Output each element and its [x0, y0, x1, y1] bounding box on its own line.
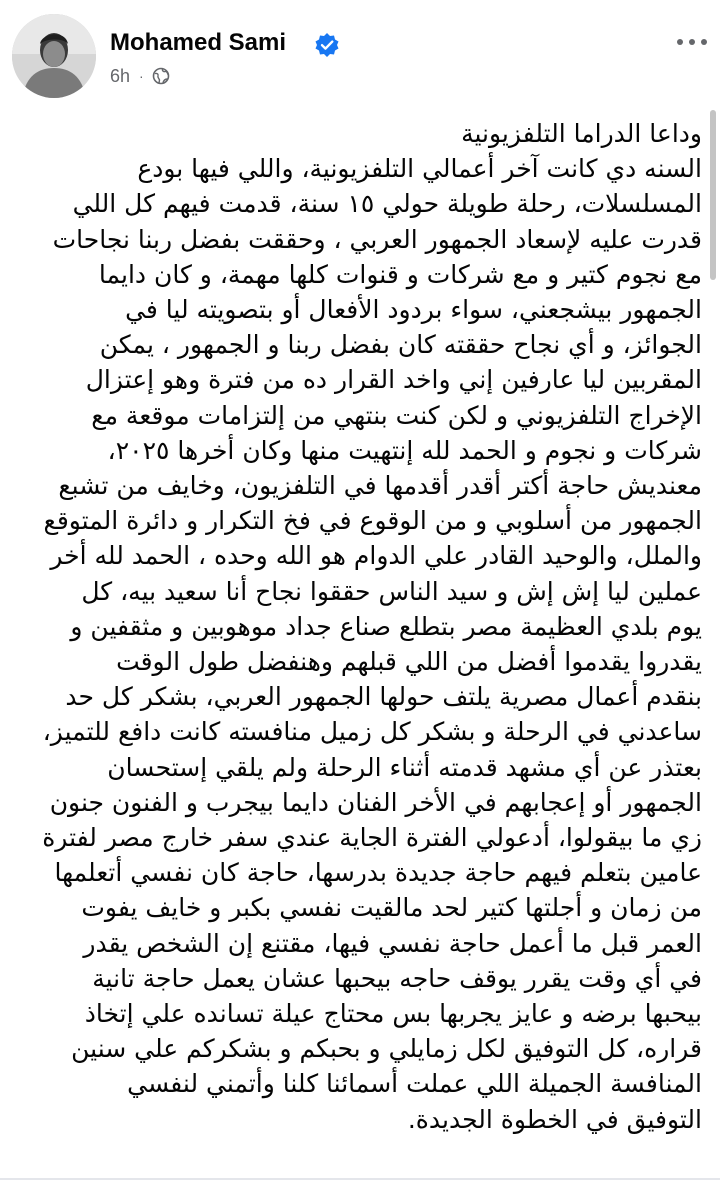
post-text-line: زي ما بيقولوا، أدعولي الفترة الجاية عندي سفر خارج مصر لفترة — [42, 823, 702, 853]
post-text-line: شركات و نجوم و الحمد لله إنتهيت منها وكان أخرها ٢٠٢٥، — [107, 435, 702, 465]
post-text-line: السنه دي كانت آخر أعمالي التلفزيونية، واللي فيها بودع — [137, 154, 702, 184]
post-text-line: الجمهور من أسلوبي و من الوقوع في فخ التكرار و دائرة المتوقع — [43, 506, 702, 536]
scrollbar-thumb[interactable] — [710, 110, 716, 280]
post-text-line: مع نجوم كتير و مع شركات و قنوات كلها مهمة، و كان دايما — [98, 259, 702, 289]
post-text-line: يقدروا يقدموا أفضل من اللي قبلهم وهنفضل طول الوقت — [116, 647, 702, 677]
author-name[interactable]: Mohamed Sami — [110, 29, 287, 56]
next-post-peek — [0, 1178, 720, 1190]
post-text-line: عملين ليا إش إش و سيد الناس حققوا نجاح أنا سعيد بيه، كل — [81, 576, 702, 606]
post-text — [12, 116, 702, 1137]
post-text-line: التوفيق في الخطوة الجديدة. — [407, 1104, 702, 1134]
post-text-line: المنافسة الجميلة اللي عملت أسمائنا كلنا وأتمني لنفسي — [127, 1069, 702, 1099]
meta-separator: · — [139, 68, 144, 84]
post-text-line: الجمهور بيشجعني، سواء بردود الأفعال أو بتصويته ليا في — [125, 295, 702, 325]
post-text-line: بيحبها برضه و عايز يجربها بس محتاج عيلة تسانده علي إتخاذ — [84, 999, 702, 1029]
divider — [0, 1178, 720, 1180]
post-text-line: معنديش حاجة أكتر أقدر أقدمها في التلفزيون، وخايف من تشبع — [58, 471, 702, 501]
post-text-line: ساعدني في الرحلة و بشكر كل زميل منافسته كانت دافع للتميز، — [42, 717, 702, 747]
post-text-line: وداعا الدراما التلفزيونية — [461, 119, 702, 148]
post-text-line: من زمان و أجلتها كتير لحد مالقيت نفسي بكبر و خايف يفوت — [81, 893, 702, 923]
post-text-line: يوم بلدي العظيمة مصر بتطلع صناع جداد موهوبين و مثقفين و — [70, 611, 702, 641]
post-text-line: الإخراج التلفزيوني و لكن كنت بنتهي من إلتزامات موقعة مع — [91, 400, 702, 430]
post-text-line: قدرت عليه لإسعاد الجمهور العربي ، وحققت بفضل ربنا نجاحات — [52, 224, 702, 254]
timestamp[interactable]: 6h — [110, 65, 131, 86]
post-text-line: المقربين ليا عارفين إني واخد القرار ده من فترة وهو إعتزال — [85, 365, 702, 395]
more-options-button[interactable] — [672, 30, 712, 54]
post-text-line: العمر قبل ما أعمل حاجة نفسي فيها، مقتنع إن الشخص يقدر — [83, 928, 702, 958]
post-text-line: بنقدم أعمال مصرية يلتف حولها الجمهور العربي، بشكر كل حد — [65, 682, 702, 712]
post-header — [0, 0, 720, 110]
post-text-line: الجمهور أو إعجابهم في الأخر الفنان دايما بيجرب و الفنون جنون — [49, 787, 702, 817]
post-text-line: في أي وقت يقرر يوقف حاجه بيحبها عشان يعمل حاجة تانية — [92, 963, 702, 993]
post-text-line: الجوائز، و أي نجاح حققته كان بفضل ربنا و الجمهور ، يمكن — [99, 330, 702, 360]
post-text-line: بعتذر عن أي مشهد قدمته أثناء الرحلة ولم يلقي إستحسان — [107, 752, 702, 782]
verified-badge-icon — [314, 32, 340, 58]
post-meta — [110, 64, 170, 88]
post-text-line: والملل، والوحيد القادر علي الدوام هو الله وحده ، الحمد لله أخر — [50, 541, 702, 571]
more-options-icon — [676, 38, 708, 46]
avatar-photo — [12, 14, 96, 98]
post-text-line: المسلسلات، رحلة طويلة حولي ١٥ سنة، قدمت فيهم كل اللي — [72, 189, 702, 219]
globe-icon[interactable] — [152, 67, 170, 85]
avatar[interactable] — [12, 14, 96, 98]
post-text-line: عامين بتعلم فيهم حاجة جديدة بدرسها، حاجة كان نفسي أتعلمها — [54, 858, 702, 888]
post-text-line: قراره، كل التوفيق لكل زمايلي و بحبكم و بشكركم علي سنين — [71, 1034, 702, 1064]
